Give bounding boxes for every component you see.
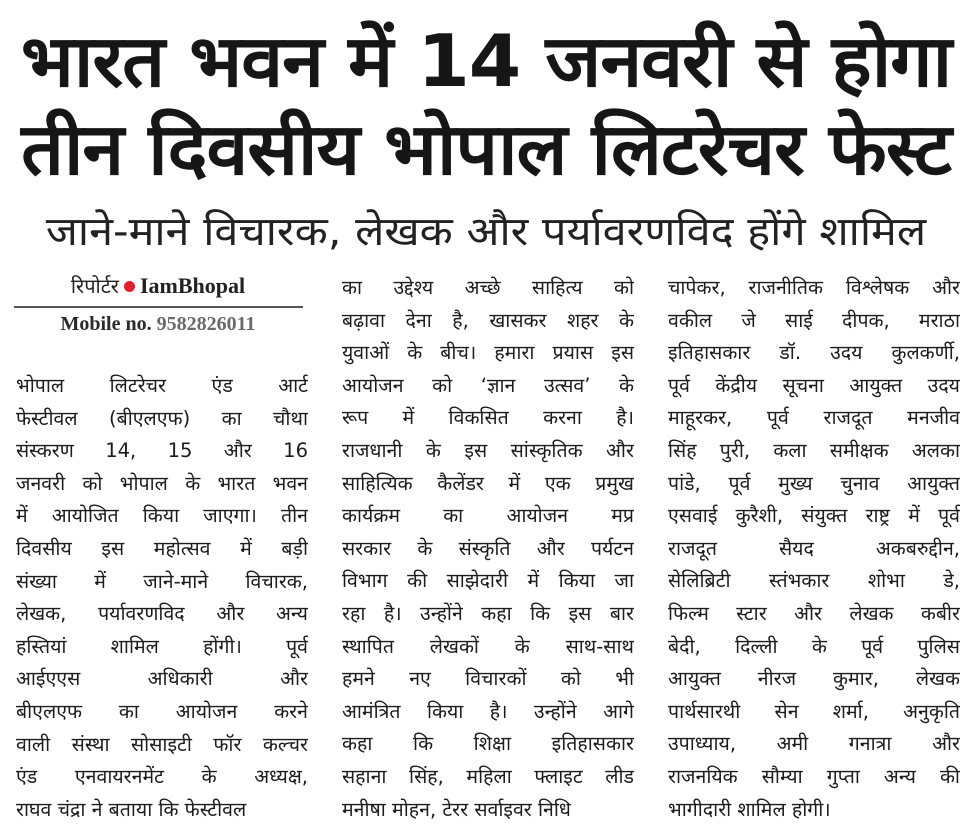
article-text-line: में आयोजित किया जाएगा। तीन xyxy=(16,504,308,528)
article-text-line: इतिहासकार डॉ. उदय कुलकर्णी, xyxy=(668,341,960,365)
byline xyxy=(14,272,302,300)
article-text-line: आईएएस अधिकारी और xyxy=(16,667,308,691)
article-text-line: रूप में विकसित करना है। xyxy=(342,406,634,430)
article-text-line: उपाध्याय, अमी गनात्रा और xyxy=(668,732,960,756)
byline-divider xyxy=(14,306,303,308)
article-text-line: का उद्देश्य अच्छे साहित्य को xyxy=(342,276,634,299)
article-text-line: फिल्म स्टार और लेखक कबीर xyxy=(668,601,960,625)
article-text-line: फेस्टीवल (बीएलएफ) का चौथा xyxy=(16,406,308,430)
article-text-line: वाली संस्था सोसाइटी फॉर कल्चर xyxy=(16,732,308,756)
article-text-line: भागीदारी शामिल होगी। xyxy=(668,797,831,821)
article-text-line: आयुक्त नीरज कुमार, लेखक xyxy=(668,667,960,691)
article-text-line: पांडे, पूर्व मुख्य चुनाव आयुक्त xyxy=(668,471,960,495)
article-text-line: पूर्व केंद्रीय सूचना आयुक्त उदय xyxy=(668,373,960,397)
article-text-line: आमंत्रित किया है। उन्होंने आगे xyxy=(342,699,634,723)
article-text-line: बीएलएफ का आयोजन करने xyxy=(16,699,308,723)
article-column-2 xyxy=(342,272,634,826)
mobile-line xyxy=(14,310,302,338)
mobile-label: Mobile no. xyxy=(60,313,152,335)
bullet-dot-icon xyxy=(124,281,135,292)
article-text-line: सिंह पुरी, कला समीक्षक अलका xyxy=(668,438,960,462)
article-text-line: साहित्यिक कैलेंडर में एक प्रमुख xyxy=(342,471,634,495)
mobile-number: 9582826011 xyxy=(156,313,256,335)
article-text-line: सरकार के संस्कृति और पर्यटन xyxy=(342,536,634,560)
article-text-line: राघव चंद्रा ने बताया कि फेस्टीवल xyxy=(16,797,247,821)
article-column-3 xyxy=(668,272,960,826)
article-text-line: राजदूत सैयद अकबरुद्दीन, xyxy=(668,536,960,560)
article-column-1 xyxy=(16,370,308,826)
article-text-line: मनीषा मोहन, टेरर सर्वाइवर निधि xyxy=(342,797,571,821)
article-text-line: भोपाल लिटरेचर एंड आर्ट xyxy=(16,374,308,397)
subheadline: जाने-माने विचारक, लेखक और पर्यावरणविद होंगे शामिल xyxy=(45,209,927,255)
article-text-line: बेदी, दिल्ली के पूर्व पुलिस xyxy=(668,634,960,658)
article-text-line: वकील जे साई दीपक, मराठा xyxy=(668,308,960,332)
article-text-line: आयोजन को ‘ज्ञान उत्सव’ के xyxy=(342,373,634,397)
article-text-line: जनवरी को भोपाल के भारत भवन xyxy=(16,471,308,495)
article-text-line: पार्थसारथी सेन शर्मा, अनुकृति xyxy=(668,699,960,723)
article-text-line: एसवाई कुरैशी, संयुक्त राष्ट्र में पूर्व xyxy=(668,504,960,528)
article-text-line: माहूरकर, पूर्व राजदूत मनजीव xyxy=(668,406,960,430)
article-text-line: राजनयिक सौम्या गुप्ता अन्य की xyxy=(668,764,960,788)
article-text-line: सेलिब्रिटी स्तंभकार शोभा डे, xyxy=(668,569,960,593)
headline-line-2: तीन दिवसीय भोपाल लिटरेचर फेस्ट xyxy=(21,107,951,191)
reporter-label: रिपोर्टर xyxy=(70,274,119,298)
article-text-line: दिवसीय इस महोत्सव में बड़ी xyxy=(16,536,308,560)
article-text-line: एंड एनवायरनमेंट के अध्यक्ष, xyxy=(16,765,308,789)
article-text-line: विभाग की साझेदारी में किया जा xyxy=(342,569,634,593)
article-text-line: रहा है। उन्होंने कहा कि इस बार xyxy=(342,601,634,625)
article-text-line: लेखक, पर्यावरणविद और अन्य xyxy=(16,602,308,626)
article-text-line: संस्करण 14, 15 और 16 xyxy=(16,439,308,463)
article-text-line: हस्तियां शामिल होंगी। पूर्व xyxy=(16,634,308,658)
article-text-line: संख्या में जाने-माने विचारक, xyxy=(16,569,308,593)
article-text-line: बढ़ावा देना है, खासकर शहर के xyxy=(342,308,634,332)
article-text-line: युवाओं के बीच। हमारा प्रयास इस xyxy=(342,341,634,365)
article-text-line: सहाना सिंह, महिला फ्लाइट लीड xyxy=(342,764,634,788)
article-text-line: राजधानी के इस सांस्कृतिक और xyxy=(342,438,634,462)
headline-line-1: भारत भवन में 14 जनवरी से होगा xyxy=(20,19,952,103)
article-text-line: चापेकर, राजनीतिक विश्लेषक और xyxy=(668,276,960,299)
reporter-name: IamBhopal xyxy=(140,273,246,298)
article-text-line: स्थापित लेखकों के साथ-साथ xyxy=(342,634,634,658)
article-text-line: हमने नए विचारकों को भी xyxy=(342,667,634,691)
article-text-line: कहा कि शिक्षा इतिहासकार xyxy=(342,732,634,756)
article-text-line: कार्यक्रम का आयोजन मप्र xyxy=(342,504,634,528)
